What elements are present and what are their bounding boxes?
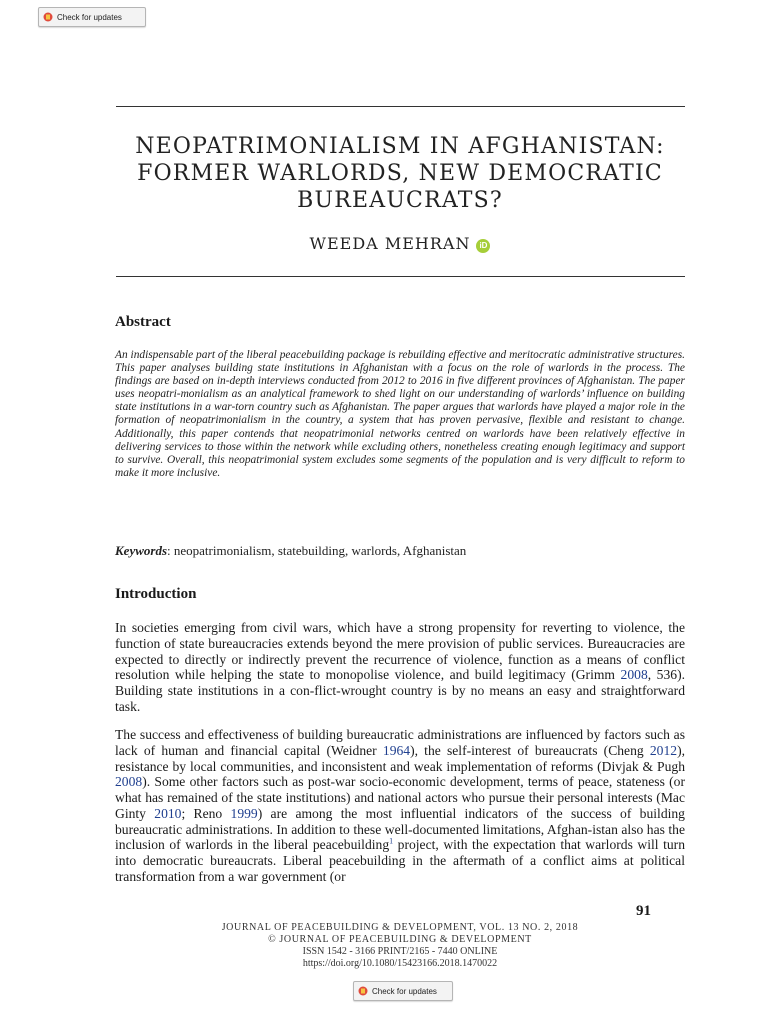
check-for-updates-label: Check for updates: [372, 986, 437, 996]
introduction-heading: Introduction: [115, 586, 197, 602]
citation-link[interactable]: 2012: [649, 742, 678, 758]
top-rule: [116, 106, 685, 107]
text-run: ) are among the most influential indicators of the success of building bureaucratic administrations. In addition to these well-documented limitations, Afghan-istan also has the inclusion of warlords in the liberal peacebuilding: [115, 805, 685, 853]
citation-link[interactable]: 1999: [230, 805, 258, 821]
journal-footer: [150, 922, 650, 970]
footnote-marker[interactable]: 1: [389, 836, 394, 846]
text-run: project, with the expectation that warlords will turn into democratic bureaucrats. Liberal peacebuilding in the aftermath of a conflict aims at political transformation from a war government (or: [115, 837, 685, 884]
check-for-updates-button[interactable]: [38, 7, 146, 27]
doi-link[interactable]: https://doi.org/10.1080/15423166.2018.1470022: [302, 958, 498, 969]
text-run: ), resistance by local communities, and inconsistent and weak implementation of reforms (Divjak & Pugh: [115, 742, 685, 774]
citation-link[interactable]: 1964: [382, 742, 411, 758]
keywords-label: Keywords: [115, 543, 167, 558]
check-updates-icon: [43, 12, 53, 22]
orcid-icon[interactable]: iD: [476, 239, 490, 253]
abstract-heading: Abstract: [115, 314, 171, 330]
text-run: , 536). Building state institutions in a con-flict-wrought country is by no means an easy and straightforward task.: [115, 667, 685, 714]
author-line: [100, 234, 700, 253]
header-bottom-rule: [116, 276, 685, 277]
check-for-updates-button-bottom[interactable]: [353, 981, 453, 1001]
text-run: The success and effectiveness of building bureaucratic administrations are influenced by factors such as lack of human and financial capital (Weidner: [115, 727, 685, 758]
citation-link[interactable]: 2008: [620, 667, 648, 683]
title-line-1: NEOPATRIMONIALISM IN AFGHANISTAN:: [135, 134, 665, 159]
title-line-2: FORMER WARLORDS, NEW DEMOCRATIC: [137, 161, 663, 186]
abstract-text: An indispensable part of the liberal peacebuilding package is rebuilding effective and meritocratic administrative structures. This paper analyses building state institutions in Afghanistan with a focus on the role of warlords in the process. The findings are based on in-depth interviews conducted from 2012 to 2016 in five different provinces of Afghanistan. The paper uses neopatri-monialism as an analytical framework to shed light on our understanding of warlords’ influence on building state institutions in a war-torn country such as Afghanistan. The paper argues that warlords have played a major role in the formation of neopatrimonialism in the country, a system that has proven pervasive, flexible and resistant to change. Additionally, this paper contends that neopatrimonial networks centred on warlords have been relatively effective in delivering services to those within the network while excluding others, nonetheless creating enough legitimacy and support to survive. Overall, this neopatrimonial system excludes some segments of the population and is very difficult to reform to make it more inclusive.: [115, 349, 685, 479]
text-run: ; Reno: [181, 805, 231, 821]
page-number: 91: [636, 903, 651, 919]
check-for-updates-label: Check for updates: [57, 12, 122, 22]
copyright-line: © JOURNAL OF PEACEBUILDING & DEVELOPMENT: [268, 934, 532, 945]
text-run: ). Some other factors such as post-war socio-economic development, terms of peace, stateness (or what has remained of the state institutions) and national actors who pursue their personal interests (Mac Ginty: [115, 774, 685, 821]
text-run: In societies emerging from civil wars, which have a strong propensity for reverting to violence, the function of state bureaucracies extends beyond the mere provision of public services. Bureaucracies are expected to directly or indirectly prevent the recurrence of violence, function as a means of conflict resolution while helping the state to monopolise violence, and build legitimacy (Grimm: [115, 620, 685, 683]
check-updates-icon: [358, 986, 368, 996]
intro-paragraph-1: [115, 620, 685, 715]
keywords-line: [115, 543, 685, 559]
citation-link[interactable]: 2010: [154, 805, 182, 821]
issn-line: ISSN 1542 - 3166 PRINT/2165 - 7440 ONLINE: [302, 946, 498, 957]
title-line-3: BUREAUCRATS?: [297, 188, 503, 213]
article-title: [100, 133, 700, 214]
author-name: WEEDA MEHRAN: [309, 234, 471, 253]
intro-paragraph-2: [115, 727, 685, 885]
keywords-list: : neopatrimonialism, statebuilding, warlords, Afghanistan: [167, 543, 467, 558]
journal-line: JOURNAL OF PEACEBUILDING & DEVELOPMENT, VOL. 13 NO. 2, 2018: [221, 922, 579, 933]
text-run: ), the self-interest of bureaucrats (Cheng: [410, 742, 650, 758]
citation-link[interactable]: 2008: [115, 774, 143, 790]
